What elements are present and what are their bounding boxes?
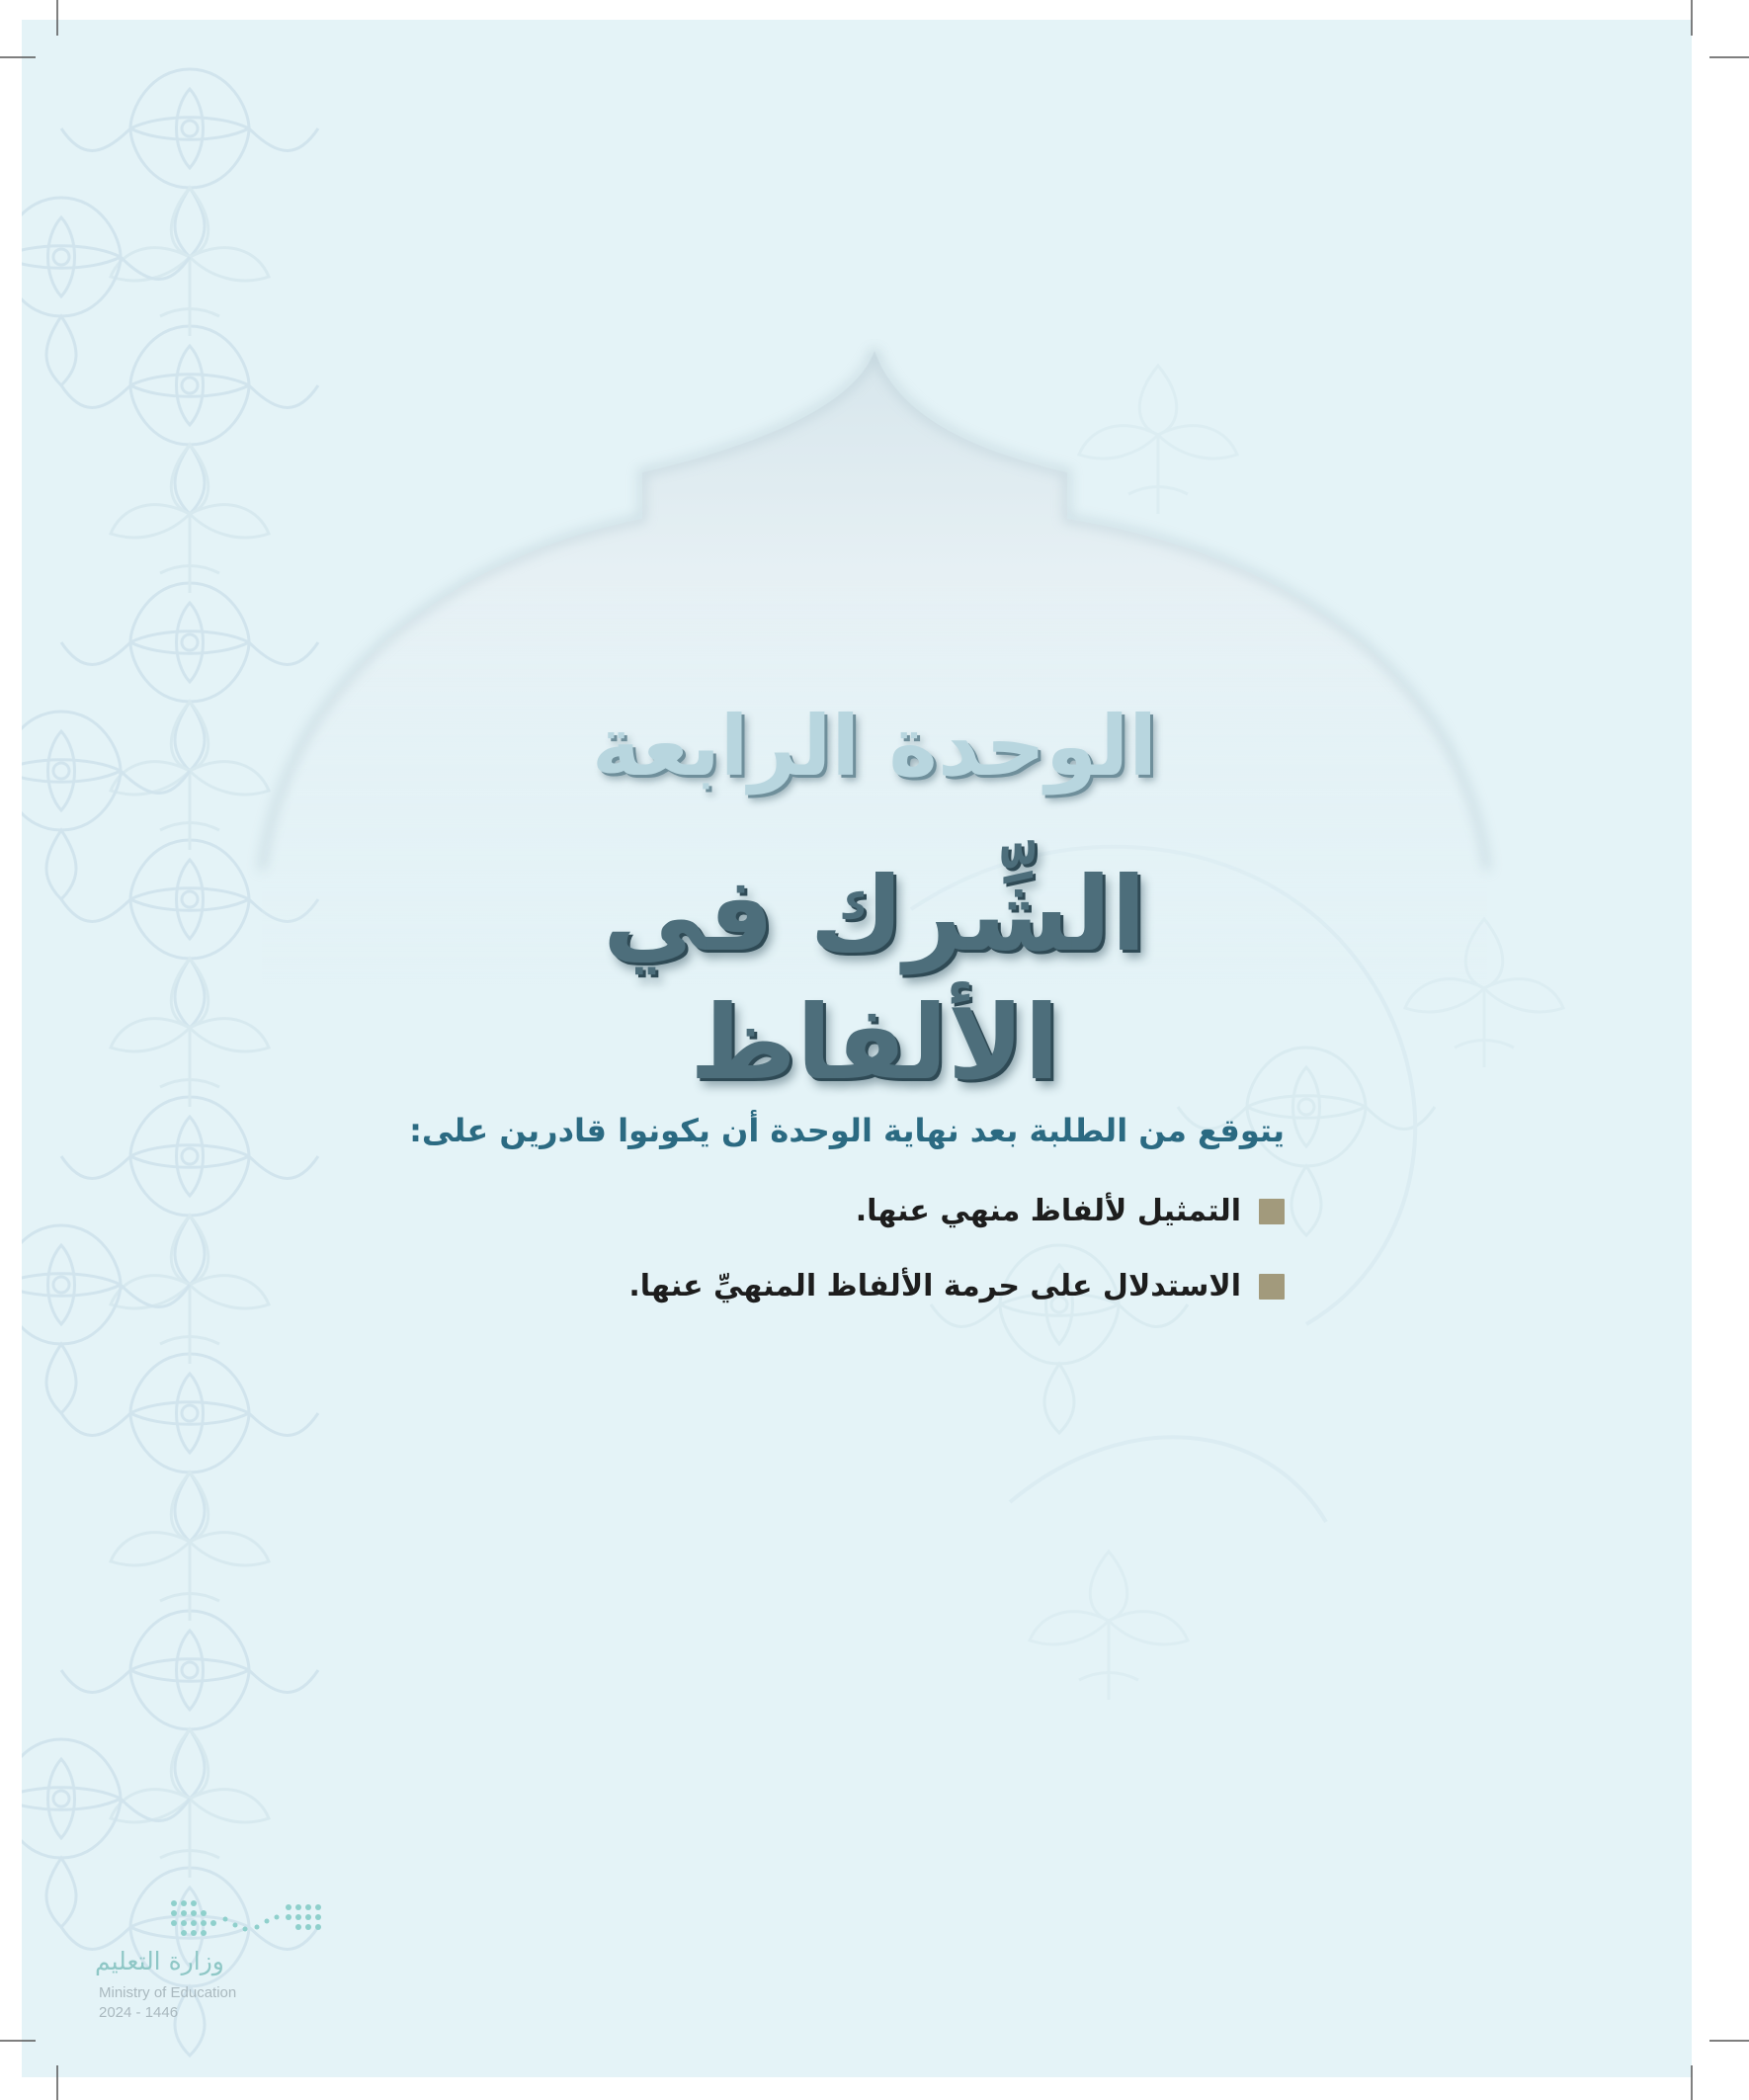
logo-name-english: Ministry of Education: [99, 1984, 237, 2001]
objective-item: [296, 1265, 1285, 1308]
logo-dots-icon: [168, 1895, 326, 1941]
ministry-of-education-logo: [95, 1895, 332, 2054]
square-bullet-icon: [1259, 1199, 1285, 1224]
objective-item: [296, 1190, 1285, 1233]
logo-year: 2024 - 1446: [99, 2004, 179, 2021]
objective-text: الاستدلال على حرمة الألفاظ المنهيِّ عنها.: [628, 1269, 1241, 1303]
unit-title: الشِّرك في الألفاظ: [602, 854, 1147, 1103]
learning-objectives: [296, 1107, 1285, 1340]
objectives-list: [296, 1190, 1285, 1308]
unit-label: الوحدة الرابعة: [591, 698, 1158, 795]
logo-name-arabic: وزارة التعليم: [95, 1947, 224, 1975]
objective-text: التمثيل لألفاظ منهي عنها.: [855, 1194, 1241, 1228]
square-bullet-icon: [1259, 1274, 1285, 1300]
objectives-intro: يتوقع من الطلبة بعد نهاية الوحدة أن يكونوا قادرين على:: [409, 1112, 1285, 1149]
